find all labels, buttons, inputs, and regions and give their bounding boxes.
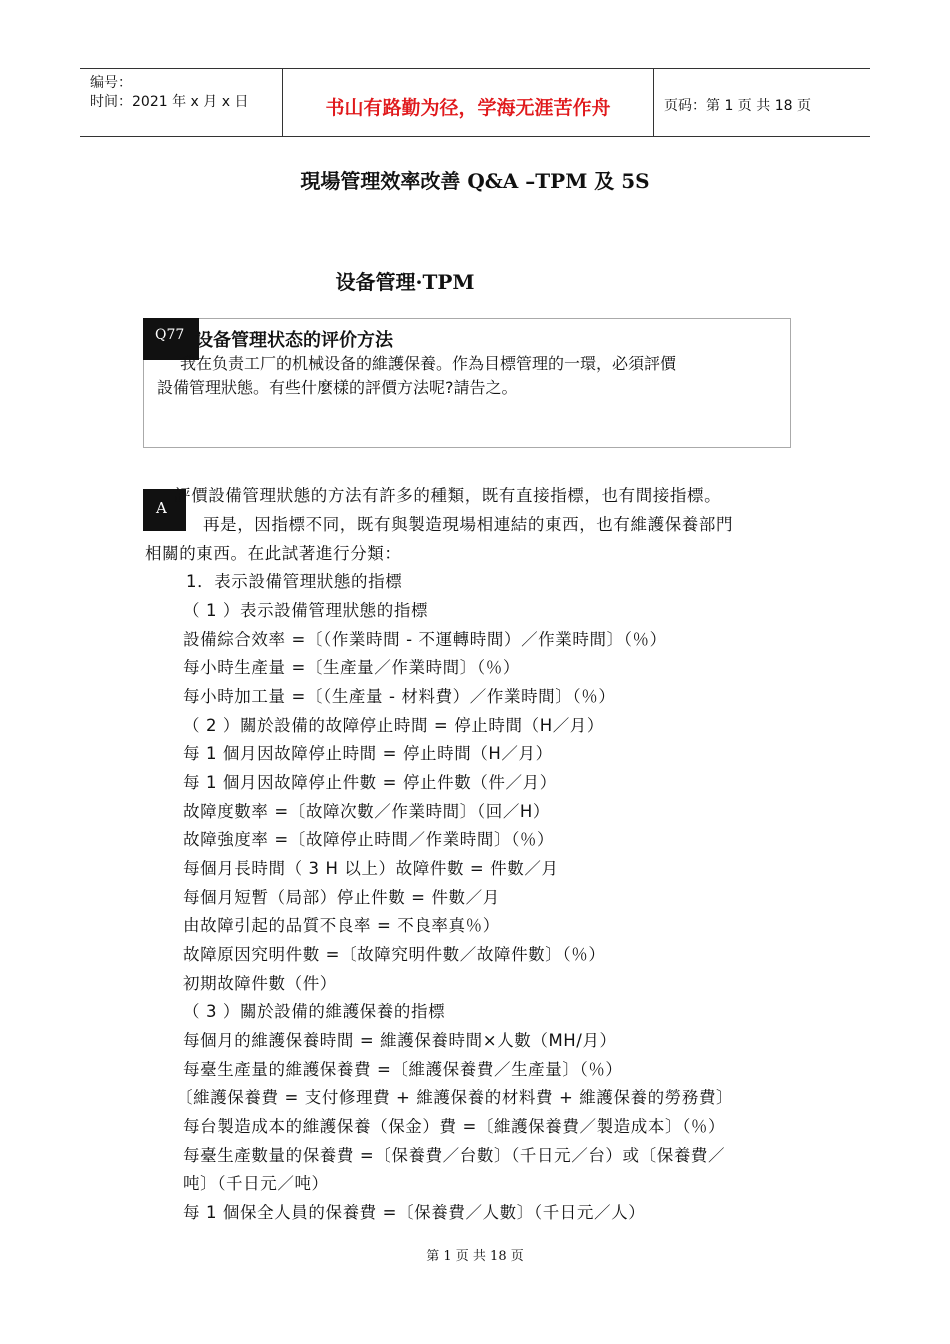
answer-line: 初期故障件數（件）: [183, 974, 337, 993]
answer-badge: A: [143, 489, 186, 531]
answer-line: 每小時加工量 =〔（生產量 - 材料費）／作業時間〕（％）: [183, 687, 616, 706]
question-badge: Q77: [143, 318, 199, 360]
question-heading: 设备管理状态的评价方法: [195, 330, 393, 351]
document-header: [80, 68, 870, 137]
answer-line: 設備綜合效率 =〔（作業時間 - 不運轉時間）／作業時間〕（％）: [183, 630, 667, 649]
document-title: 現場管理效率改善 Q&A –TPM 及 5S: [300, 169, 650, 193]
answer-line: 吨〕（千日元／吨）: [183, 1174, 329, 1193]
answer-line: （ 3 ）關於設備的維護保養的指標: [183, 1002, 446, 1021]
answer-line: 每 1 個保全人員的保養費 =〔保養費／人數〕（千日元／人）: [183, 1203, 646, 1222]
document-time-label: 时间：2021 年 x 月 x 日: [90, 94, 249, 110]
header-page-cell: [654, 69, 870, 136]
answer-line: 每個月短暫（局部）停止件數 = 件數／月: [183, 888, 500, 907]
answer-line: 每 1 個月因故障停止時間 = 停止時間（H／月）: [183, 744, 553, 763]
answer-line: 相關的東西。在此試著進行分類：: [145, 544, 402, 563]
answer-line: 每個月長時間（ 3 H 以上）故障件數 = 件數／月: [183, 859, 559, 878]
section-title: 设备管理·TPM: [335, 270, 475, 294]
header-page-number: 页码：第 1 页 共 18 页: [664, 98, 811, 114]
header-motto-cell: [283, 69, 654, 136]
header-meta-cell: [80, 69, 283, 136]
answer-line: 每臺生產量的維護保養費 =〔維護保養費／生產量〕（％）: [183, 1060, 623, 1079]
question-line: 我在负责工厂的机械设备的維護保養。作為目標管理的一環，必須評價: [180, 354, 677, 373]
answer-line: 評價設備管理狀態的方法有許多的種類，既有直接指標，也有間接指標。: [174, 486, 722, 505]
answer-line: 每 1 個月因故障停止件數 = 停止件數（件／月）: [183, 773, 557, 792]
answer-line: 1．表示設備管理狀態的指標: [186, 572, 403, 591]
answer-line: 每臺生產數量的保養費 =〔保養費／台數〕（千日元／台）或〔保養費／: [183, 1146, 726, 1165]
page-footer: 第 1 页 共 18 页: [426, 1249, 524, 1264]
document-number-label: 编号：: [90, 75, 132, 91]
answer-line: 每個月的維護保養時間 = 維護保養時間×人數（MH/月）: [183, 1031, 617, 1050]
answer-line: （ 2 ）關於設備的故障停止時間 = 停止時間（H／月）: [183, 716, 605, 735]
answer-line: 故障原因究明件數 =〔故障究明件數／故障件數〕（％）: [183, 945, 606, 964]
answer-line: 故障強度率 =〔故障停止時間／作業時間〕（％）: [183, 830, 555, 849]
answer-line: 故障度數率 =〔故障次數／作業時間〕（回／H）: [183, 802, 551, 821]
answer-line: 每台製造成本的維護保養（保金）費 =〔維護保養費／製造成本〕（％）: [183, 1117, 726, 1136]
answer-line: 由故障引起的品質不良率 = 不良率真％）: [183, 916, 500, 935]
answer-line: 每小時生產量 =〔生產量／作業時間〕（％）: [183, 658, 520, 677]
question-line: 設備管理狀態。有些什麼樣的評價方法呢?請告之。: [157, 378, 518, 397]
answer-line: 再是，因指標不同，既有與製造現場相連結的東西，也有維護保養部門: [203, 515, 734, 534]
answer-line: 〔維護保養費 = 支付修理費 + 維護保養的材料費 + 維護保養的勞務費〕: [176, 1088, 734, 1107]
answer-line: （ 1 ）表示設備管理狀態的指標: [183, 601, 429, 620]
header-motto: 书山有路勤为径，学海无涯苦作舟: [325, 97, 611, 119]
